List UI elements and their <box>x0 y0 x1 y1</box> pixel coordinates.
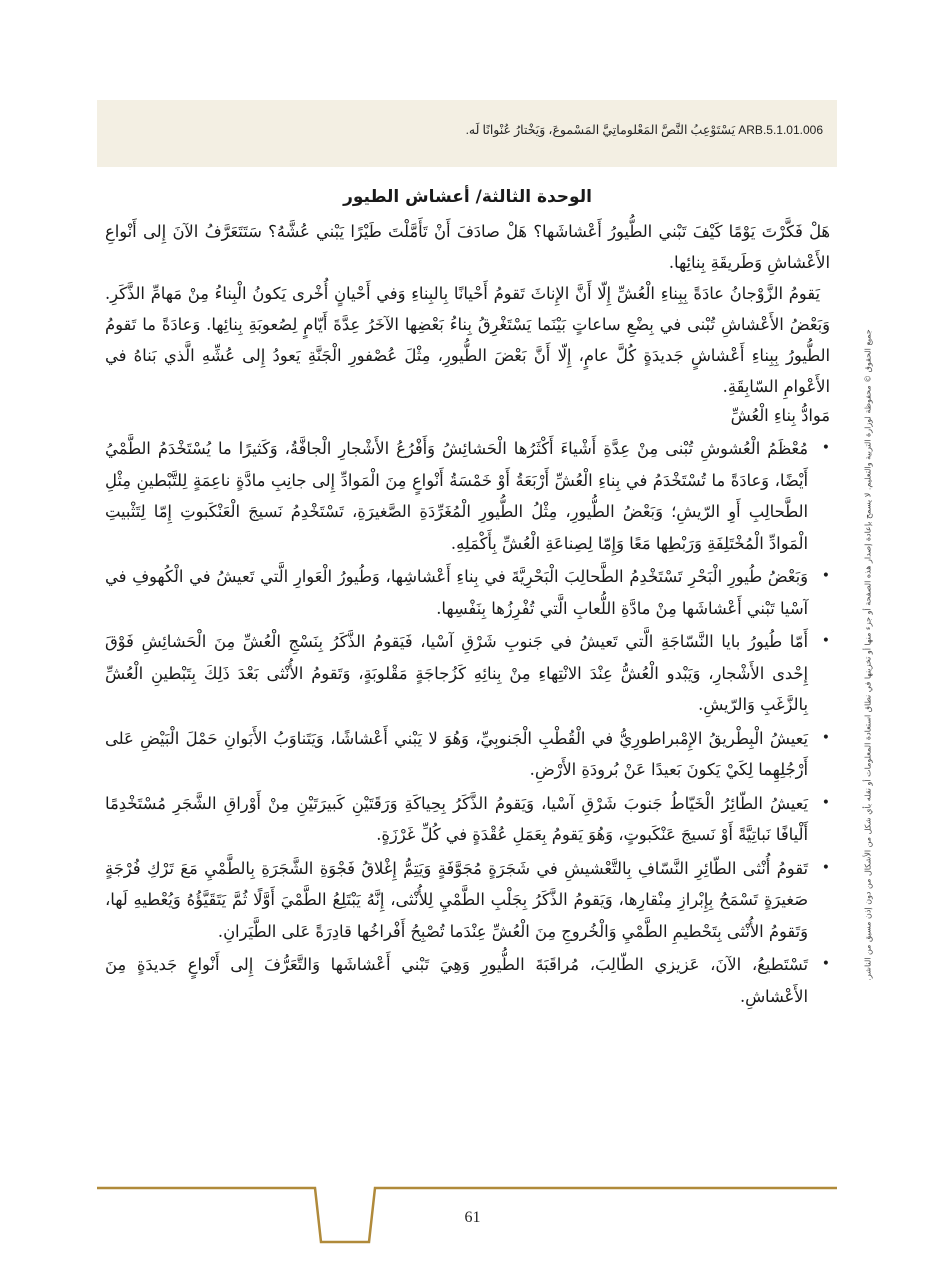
list-item <box>105 723 830 786</box>
list-item-text: تَسْتَطيعُ، الآنَ، عَزيزي الطّالِبَ، مُراقَبَةَ الطُّيورِ وَهِيَ تَبْني أَعْشاشَها وَالتَّعَرُّفَ إِلى أَنْواعٍ جَديدَةٍ مِنَ الأَعْشاشِ. <box>105 955 808 1006</box>
list-item <box>105 626 830 721</box>
list-item <box>105 788 830 851</box>
copyright-note: جميع الحقوق © محفوظة لوزارة التربية والتعليم. لا يسمح بإعادة إصدار هذه الصفحة أو جزء منها أو تخزينها في نطاق استعادة المعلومات أو نقله بأي شكل من الأشكال من دون إذن مسبق من الناشر. <box>863 329 873 981</box>
learning-objective-box <box>97 100 837 167</box>
learning-objective <box>466 122 823 138</box>
list-item <box>105 561 830 624</box>
bullet-icon: • <box>821 859 830 876</box>
bullet-icon: • <box>821 440 830 456</box>
section-subheading: مَوادُّ بِناءِ الْعُشِّ <box>730 406 830 425</box>
bullet-icon: • <box>821 956 830 972</box>
copyright-sidebar <box>857 265 879 1045</box>
page-content <box>105 180 830 1014</box>
page-number: 61 <box>464 1209 481 1226</box>
bullet-icon: • <box>821 568 830 584</box>
unit-title: الوحدة الثالثة/ أعشاش الطيور <box>343 187 592 207</box>
bullet-icon: • <box>821 729 830 746</box>
bullet-icon: • <box>821 633 830 649</box>
list-item-text: مُعْظَمُ الْعُشوشِ تُبْنى مِنْ عِدَّةِ أَشْياءَ أَكْثَرُها الْحَشائِشُ وَأَفْرُعُ الأَشْجارِ الْجافَّةُ، وَكَثيرًا ما يُسْتَخْدَمُ الطَّمْيُ أَيْضًا، وَعادَةً ما تُسْتَخْدَمُ في بِناءِ الْعُشِّ أَرْبَعَةُ أَوْ خَمْسَةُ أَنْواعٍ مِنَ الْمَوادِّ إِلى جانِبِ مادَّةٍ ناعِمَةٍ لِلتَّبْطينِ مِثْلِ الطَّحالِبِ أَوِ الرّيشِ؛ وَبَعْضُ الطُّيورِ، مِثْلُ الطُّيورِ الْمُغَرِّدَةِ الصَّغيرَةِ، تَسْتَخْدِمُ نَسيجَ الْعَنْكَبوتِ إِمّا لِتَثْبيتِ الْمَوادِّ الْمُخْتَلِفَةِ وَرَبْطِها مَعًا وَإِمّا لِصِناعَةِ الْعُشِّ بِأَكْمَلِهِ. <box>105 439 808 553</box>
list-item-text: وَبَعْضُ طُيورِ الْبَحْرِ تَسْتَخْدِمُ الطَّحالِبَ الْبَحْرِيَّةَ في بِناءِ أَعْشاشِها، وَطُيورُ الْعَوارِ الَّتي تَعيشُ في الْكُهوفِ في آسْيا تَبْني أَعْشاشَها مِنْ مادَّةِ اللُّعابِ الَّتي تُفْرِزُها بِنَفْسِها. <box>105 567 808 618</box>
objective-code: ARB.5.1.01.006 <box>738 123 823 137</box>
objective-text: يَسْتَوْعِبُ النَّصَّ المَعْلوماتِيَّ المَسْموعَ، وَيَخْتارُ عُنْوانًا لَه. <box>465 123 736 137</box>
body-paragraph: يَقومُ الزَّوْجانُ عادَةً بِبِناءِ الْعُشِّ إِلّا أَنَّ الإِناثَ تَقومُ أَحْيانًا بِالبِناءِ وَفي أَحْيانٍ أُخْرى يَكونُ الْبِناءُ مِنْ مَهامِّ الذَّكَرِ. وَبَعْضُ الأَعْشاشِ تُبْنى في بِضْعِ ساعاتٍ بَيْنَما يَسْتَغْرِقُ بِناءُ بَعْضِها الآخَرُ عِدَّةَ أَيّامٍ لِصُعوبَةِ بِنائِها. وَعادَةً ما تَقومُ الطُّيورُ بِبِناءِ أَعْشاشٍ جَديدَةٍ كُلَّ عامٍ، إِلّا أَنَّ بَعْضَ الطُّيورِ، مِثْلَ عُصْفورِ الْجَنَّةِ يَعودُ إِلى عُشِّهِ الَّذي بَناهُ في الأَعْوامِ السّابِقَةِ. <box>105 284 830 396</box>
list-item <box>105 853 830 948</box>
bullet-icon: • <box>821 794 830 811</box>
nest-materials-list <box>105 433 830 1012</box>
list-item-text: تَقومُ أُنْثى الطّائِرِ النَّسّافِ بِالتَّعْشيشِ في شَجَرَةٍ مُجَوَّفَةٍ وَيَتِمُّ إِغْلاقُ فَجْوَةِ الشَّجَرَةِ بِالطَّمْيِ مَعَ تَرْكِ فُرْجَةٍ صَغيرَةٍ تَسْمَحُ بِإِبْرازِ مِنْقارِها، وَيَقومُ الذَّكَرُ بِجَلْبِ الطَّمْيِ لِلأُنْثى، إِنَّهُ يَبْتَلِعُ الطَّمْيَ أَوَّلًا ثُمَّ يَتَقَيَّؤُهُ وَيُعْطيهِ لَها، وَتَقومُ الأُنْثى بِتَحْطيمِ الطَّمْيِ وَالْخُروجِ مِنَ الْعُشِّ عِنْدَما تُصْبِحُ أَفْراخُها قادِرَةً عَلى الطَّيَرانِ. <box>105 858 808 941</box>
list-item <box>105 433 830 559</box>
list-item <box>105 949 830 1012</box>
intro-paragraph: هَلْ فَكَّرْتَ يَوْمًا كَيْفَ تَبْني الطُّيورُ أَعْشاشَها؟ هَلْ صادَفَ أَنْ تَأَمَّلْتَ طَيْرًا يَبْني عُشَّهُ؟ سَتَتَعَرَّفُ الآنَ إِلى أَنْواعِ الأَعْشاشِ وَطَريقَةِ بِنائِها. <box>105 222 830 272</box>
list-item-text: أَمّا طُيورُ بايا النَّسّاجَةِ الَّتي تَعيشُ في جَنوبِ شَرْقِ آسْيا، فَيَقومُ الذَّكَرُ بِنَسْجِ الْعُشِّ مِنَ الْحَشائِشِ فَوْقَ إِحْدى الأَشْجارِ، وَيَبْدو الْعُشُّ عِنْدَ الانْتِهاءِ مِنْ بِنائِهِ كَزُجاجَةٍ مَقْلوبَةٍ، وَتَقومُ الأُنْثى بَعْدَ ذَلِكَ بِتَبْطينِ الْعُشِّ بِالزَّغَبِ وَالرّيشِ. <box>105 632 808 714</box>
list-item-text: يَعيشُ الْبِطْريقُ الإِمْبراطورِيُّ في الْقُطْبِ الْجَنوبِيِّ، وَهُوَ لا يَبْني أَعْشاشًا، وَيَتَناوَبُ الأَبَوانِ حَمْلَ الْبَيْضِ عَلى أَرْجُلِهِما لِكَيْ يَكونَ بَعيدًا عَنْ بُرودَةِ الأَرْضِ. <box>105 728 808 779</box>
list-item-text: يَعيشُ الطّائِرُ الْخَيّاطُ جَنوبَ شَرْقِ آسْيا، وَيَقومُ الذَّكَرُ بِحِياكَةِ وَرَقَتَيْنِ كَبيرَتَيْنِ مِنْ أَوْراقِ الشَّجَرِ مُسْتَخْدِمًا أَلْيافًا نَباتِيَّةً أَوْ نَسيجَ عَنْكَبوتٍ، وَهُوَ يَقومُ بِعَمَلِ عُقْدَةٍ في كُلِّ غَرْزَةٍ. <box>105 793 808 844</box>
